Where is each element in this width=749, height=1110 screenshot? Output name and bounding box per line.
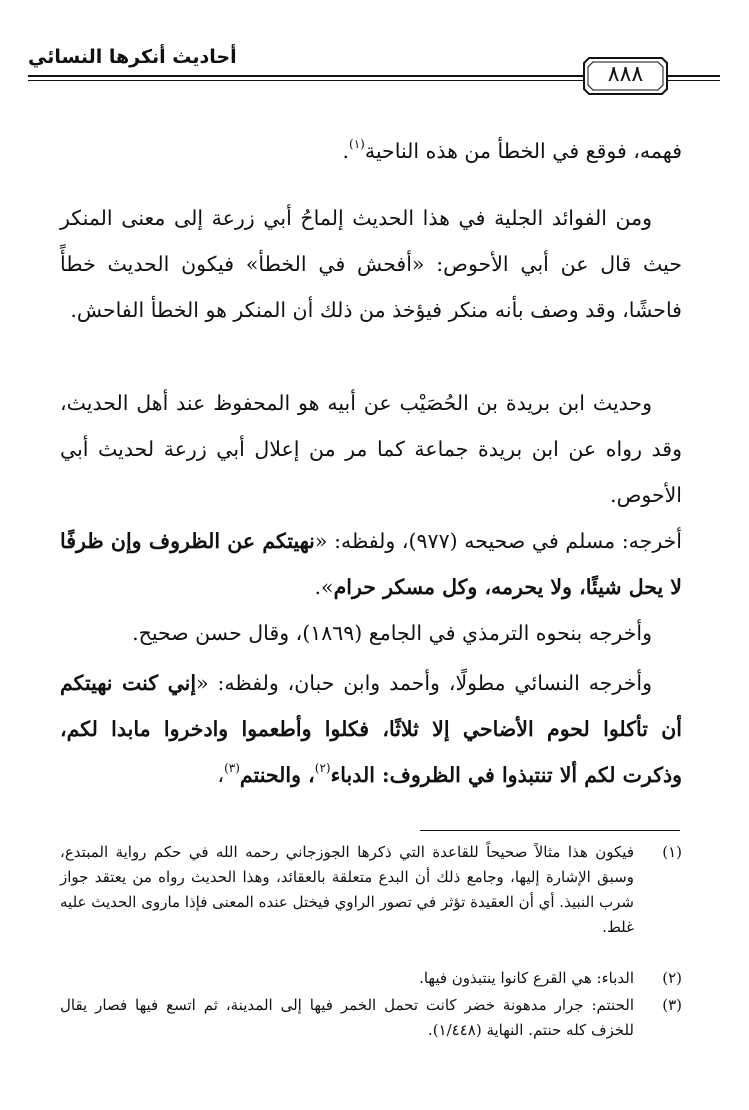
- paragraph-1-text: فهمه، فوقع في الخطأ من هذه الناحية: [364, 139, 682, 163]
- header-rule: [28, 75, 583, 77]
- footnote-ref-3[interactable]: (٣): [224, 761, 240, 775]
- header-rule-thin: [28, 80, 583, 81]
- header-rule-right-thin: [668, 80, 720, 81]
- page-number-ornament: [583, 56, 668, 96]
- paragraph-1-end: .: [342, 139, 350, 163]
- header-rule-right: [668, 75, 720, 77]
- paragraph-3-text: وحديث ابن بريدة بن الحُصَيْب عن أبيه هو المحفوظ عند أهل الحديث، وقد رواه عن ابن بريدة جماعة كما مر من إعلال أبي زرعة لحديث أبي الأحوص.: [60, 391, 683, 507]
- footnote-ref-2[interactable]: (٢): [314, 761, 331, 775]
- footnote-2-text: الدباء: هي القرع كانوا ينتبذون فيها.: [419, 969, 634, 987]
- footnote-3-number: (٣): [662, 996, 682, 1014]
- footnote-2-number: (٢): [662, 969, 682, 987]
- footnote-1-number: (١): [662, 843, 682, 861]
- paragraph-6-intro: وأخرجه النسائي مطولًا، وأحمد وابن حبان، ولفظه: «: [196, 671, 653, 695]
- footnote-1-text: فيكون هذا مثالاً صحيحاً للقاعدة التي ذكرها الجوزجاني رحمه الله في حكم رواية المبتدع، وسبق الإشارة إليها، وجامع ذلك أن البدع متعلقة بالعقائد، وهذا الحديث رواه من يعتقد جواز شرب النبيذ. أي أن العقيدة تؤثر في تصور الراوي فيختل عنده المعنى فإذا ماروى الحديث عليه غلط.: [60, 843, 634, 936]
- page-number: ٨٨٨: [607, 62, 644, 87]
- footnote-3: [60, 993, 682, 1043]
- paragraph-2: [60, 195, 682, 333]
- footnote-1: [60, 840, 682, 940]
- paragraph-5-text: وأخرجه بنحوه الترمذي في الجامع (١٨٦٩)، وقال حسن صحيح.: [132, 621, 652, 645]
- footnote-3-text: الحنتم: جرار مدهونة خضر كانت تحمل الخمر فيها إلى المدينة، ثم اتسع فيها فصار يقال للخزف كله حنتم. النهاية (١/٤٤٨).: [60, 996, 634, 1039]
- paragraph-4-end: ».: [314, 575, 334, 599]
- paragraph-6-hadith: إني كنت نهيتكم أن تأكلوا لحوم الأضاحي إلا ثلاثًا، فكلوا وأطعموا وادخروا مابدا لكم، وذكرت لكم ألا تنتبذوا في الظروف: الدباء: [60, 671, 682, 787]
- paragraph-2-text: ومن الفوائد الجلية في هذا الحديث إلماحُ أبي زرعة إلى معنى المنكر حيث قال عن أبي الأحوص: «أفحش في الخطأ» فيكون الحديث خطأً فاحشًا، وقد وصف بأنه منكر فيؤخذ من ذلك أن المنكر هو الخطأ الفاحش.: [60, 206, 682, 322]
- paragraph-6-end: ،: [217, 763, 225, 787]
- running-header-title: أحاديث أنكرها النسائي: [28, 46, 237, 68]
- paragraph-4-hadith: نهيتكم عن الظروف وإن ظرفًا لا يحل شيئًا، ولا يحرمه، وكل مسكر حرام: [60, 529, 682, 599]
- footnote-separator: [420, 830, 680, 831]
- paragraph-4: [60, 518, 682, 610]
- paragraph-4-intro: أخرجه: مسلم في صحيحه (٩٧٧)، ولفظه: «: [314, 529, 683, 553]
- paragraph-5: [60, 610, 682, 656]
- footnote-ref-1[interactable]: (١): [349, 137, 365, 151]
- paragraph-3: [60, 380, 682, 518]
- paragraph-6-hadith-cont: ، والحنتم: [239, 763, 315, 787]
- footnote-2: [60, 966, 682, 991]
- paragraph-1: [60, 128, 682, 174]
- paragraph-6: [60, 660, 682, 798]
